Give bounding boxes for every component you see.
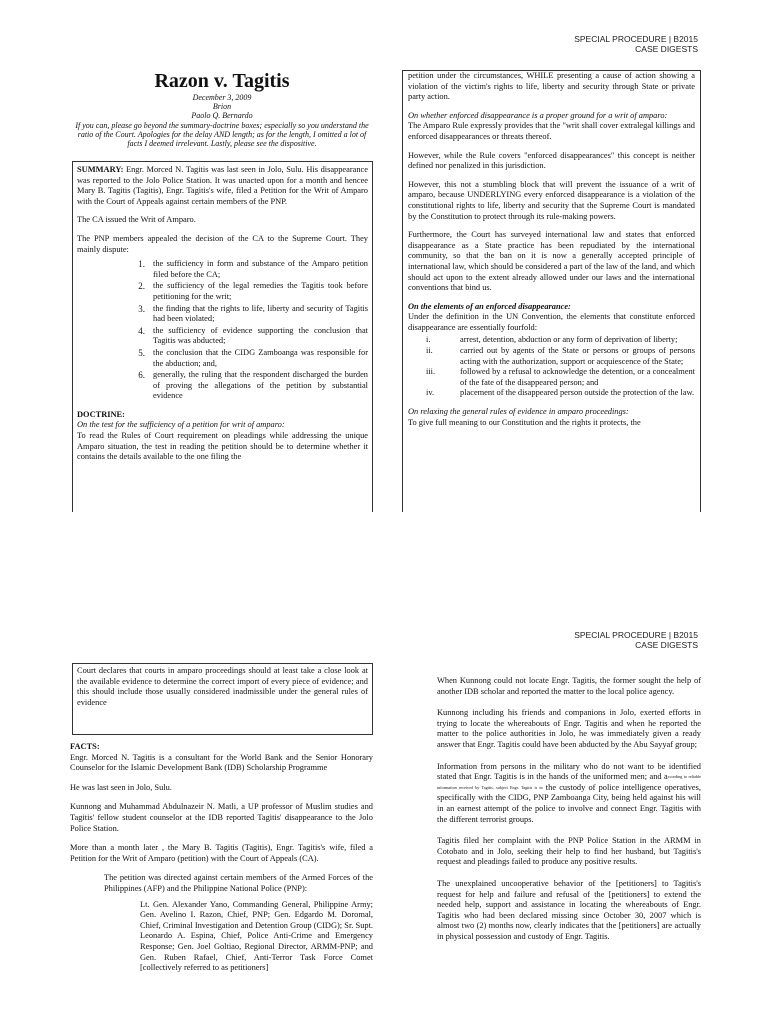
- digest-author: Paolo Q. Bernardo: [191, 111, 253, 121]
- tiny-inline-text: ccording to reliable information received by Tagitis, subject Engr. Tagitis is in: [437, 774, 701, 790]
- paragraph: Court declares that courts in amparo proceedings should at least take a close look at the available evidence to determine the correct import of every piece of evidence; and this should include those usually considered inadmissible under the general rules of evidence: [77, 666, 368, 707]
- list-item: 2. the sufficiency of the legal remedies the Tagitis took before petitioning for the writ;: [138, 281, 368, 301]
- paragraph: Tagitis filed her complaint with the PNP Police Station in the ARMM in Cotobato and in Jolo, seeking their help to find her husband, but Tagitis's request and pleadings failed to produce any positive results.: [437, 836, 701, 867]
- list-item: 5. the conclusion that the CIDG Zamboanga was responsible for the abduction; and,: [138, 347, 368, 368]
- paragraph: The unexplained uncooperative behavior of the [petitioners] to Tagitis's request for help and failure and refusal of the [petitioners] to extend the needed help, support and assistance in locating the whereabouts of Engr. Tagitis who had been declared missing since October 30, 2007 which is almost two (2) months now, clearly indicates that the [petitioners] are actually in physical possession and custody of Engr. Tagitis.: [437, 878, 701, 941]
- doctrine-text: To read the Rules of Court requirement on pleadings while addressing the unique Amparo situation, the test in reading the petition should be to determine whether it contains the details available to the one filing the: [77, 431, 368, 462]
- case-meta: [72, 93, 372, 148]
- paragraph: Under the definition in the UN Convention, the elements that constitute enforced disappearance are essentially fourfold:: [408, 312, 695, 332]
- paragraph: However, while the Rule covers "enforced disappearances" this concept is neither defined nor penalized in this jurisdiction.: [408, 150, 695, 171]
- dispute-list: [77, 259, 368, 402]
- paragraph: Kunnong and Muhammad Abdulnazeir N. Matli, a UP professor of Muslim studies and Tagitis' fellow student counselor at the IDB reported Tagitis' disappearance to the Jolo Police Station.: [70, 802, 373, 833]
- section-heading: On relaxing the general rules of evidence in amparo proceedings:: [408, 407, 629, 417]
- list-item: 6. generally, the ruling that the respondent discharged the burden of proving the allegations of the petition by substantial evidence: [138, 370, 368, 401]
- list-item: 3. the finding that the rights to life, liberty and security of Tagitis had been violated;: [138, 303, 368, 324]
- paragraph: The Amparo Rule expressly provides that the "writ shall cover extralegal killings and enforced disappearances or threats thereof.: [408, 121, 695, 141]
- list-item: i. arrest, detention, abduction or any form of deprivation of liberty;: [426, 335, 678, 345]
- elements-list: [408, 335, 695, 399]
- decision-date: December 3, 2009: [192, 93, 252, 102]
- page-header: [574, 630, 698, 650]
- paragraph: Information from persons in the military who do not want to be identified stated that Engr. Tagitis is in the hands of the uniformed men; and $a^{ccording to reliable information received by Tagitis, subject Engr. Tagitis is in}$ the custody of police intelligence operatives, specifically with the CIDG, PNP Zamboanga City, being held against his will in an earnest attempt of the police to involve and connect Engr. Tagitis with the different terrorist groups.: [437, 761, 701, 824]
- paragraph: The petition was directed against certain members of the Armed Forces of the Philippines (AFP) and the Philippine National Police (PNP):: [104, 873, 373, 893]
- paragraph: To give full meaning to our Constitution and the rights it protects, the: [408, 417, 641, 427]
- list-item: iii. followed by a refusal to acknowledge the detention, or a concealment of the fate of the disappeared person; and: [426, 367, 695, 387]
- page-header: [574, 34, 698, 54]
- list-item: 4. the sufficiency of evidence supporting the conclusion that Tagitis was abducted;: [138, 325, 368, 346]
- summary-paragraph: The CA issued the Writ of Amparo.: [77, 215, 196, 225]
- doctrine-subheading: On the test for the sufficiency of a petition for writ of amparo:: [77, 420, 285, 430]
- header-subtitle: CASE DIGESTS: [635, 640, 698, 650]
- ponente: Brion: [212, 102, 232, 112]
- paragraph: When Kunnong could not locate Engr. Tagitis, the former sought the help of another IDB scholar and reported the matter to the local police agency.: [437, 676, 701, 696]
- header-subtitle: CASE DIGESTS: [635, 44, 698, 54]
- facts-section: [70, 742, 373, 983]
- paragraph: However, this not a stumbling block that will prevent the issuance of a writ of amparo, because UNDERLYING every enforced disappearance is a violation of the constitutional rights to life, liberty and security that the Supreme Court is mandated by the Constitution to protect through its rule-making powers.: [408, 179, 695, 221]
- facts-continued: [437, 676, 701, 953]
- list-item: 1. the sufficiency in form and substance of the Amparo petition filed before the CA;: [138, 259, 368, 279]
- facts-label: FACTS:: [70, 742, 100, 751]
- paragraph: He was last seen in Jolo, Sulu.: [70, 782, 172, 792]
- paragraph: More than a month later , the Mary B. Tagitis (Tagitis), Engr. Tagitis's wife, filed a Petition for the Writ of Amparo (petition) with the Court of Appeals (CA).: [70, 843, 373, 863]
- doctrine-continued-box: [402, 70, 701, 512]
- summary-label: SUMMARY:: [77, 165, 124, 174]
- paragraph: Furthermore, the Court has surveyed international law and states that enforced disappearance as a State practice has been repudiated by the international community, so that the ban on it is now a generally accepted principle of international law, which should be considered a part of the law of the land, and which should act upon to the extent already allowed under our laws and the international conventions that bind us.: [408, 230, 695, 293]
- list-item: ii. carried out by agents of the State or persons or groups of persons acting with the authorization, support or acquiescence of the State;: [426, 346, 695, 366]
- header-course: SPECIAL PROCEDURE | B2015: [574, 34, 698, 44]
- paragraph: petition under the circumstances, WHILE presenting a cause of action showing a violation of the victim's rights to life, liberty and security through State or private party action.: [408, 71, 695, 102]
- author-note: If you can, please go beyond the summary-doctrine boxes; especially so you understand the ratio of the Court. Apologies for the delay AND length; as for the length, I omitted a lot of facts I deemed irrelevant. Lastly, please see the dispositive.: [75, 120, 369, 149]
- section-heading: On whether enforced disappearance is a proper ground for a writ of amparo:: [408, 110, 668, 120]
- paragraph: Kunnong including his friends and companions in Jolo, exerted efforts in trying to locate the whereabouts of Engr. Tagitis and when he reported the matter to the police authorities in Jolo, he was immediately given a ready answer that Engr. Tagitis could have been abducted by the Abu Sayyaf group;: [437, 708, 701, 749]
- list-item: iv. placement of the disappeared person outside the protection of the law.: [426, 388, 695, 398]
- header-course: SPECIAL PROCEDURE | B2015: [574, 630, 698, 640]
- summary-paragraph: The PNP members appealed the decision of the CA to the Supreme Court. They mainly dispute:: [77, 233, 368, 254]
- summary-intro: Engr. Morced N. Tagitis was last seen in Jolo, Sulu. His disappearance was reported to the Jolo Police Station. It was unacted upon for a month and hencee Mary B. Tagitis (Tagitis), Engr. Tagitis's wife, filed a Petition for the Writ of Amparo with the Court of Appeals against certain members of the PNP.: [77, 165, 368, 206]
- case-title: Razon v. Tagitis: [154, 70, 290, 92]
- respondents-list: Lt. Gen. Alexander Yano, Commanding General, Philippine Army; Gen. Avelino I. Razon, Chief, PNP; Gen. Edgardo M. Doromal, Chief, Criminal Investigation and Detention Group (CIDG); Sr. Supt. Leonardo A. Espina, Chief, Police Anti-Crime and Emergency Response; Gen. Joel Goltiao, Regional Director, ARMM-PNP; and Gen. Ruben Rafael, Chief, Anti-Terror Task Force Comet [collectively referred to as petitioners]: [140, 899, 373, 973]
- section-heading: On the elements of an enforced disappearance:: [408, 301, 571, 311]
- paragraph: Engr. Morced N. Tagitis is a consultant for the World Bank and the Senior Honorary Counselor for the Islamic Development Bank (IDB) Scholarship Programme: [70, 752, 373, 773]
- doctrine-label: DOCTRINE:: [77, 409, 125, 419]
- doctrine-conclusion-box: [72, 663, 373, 735]
- summary-box: [72, 161, 373, 512]
